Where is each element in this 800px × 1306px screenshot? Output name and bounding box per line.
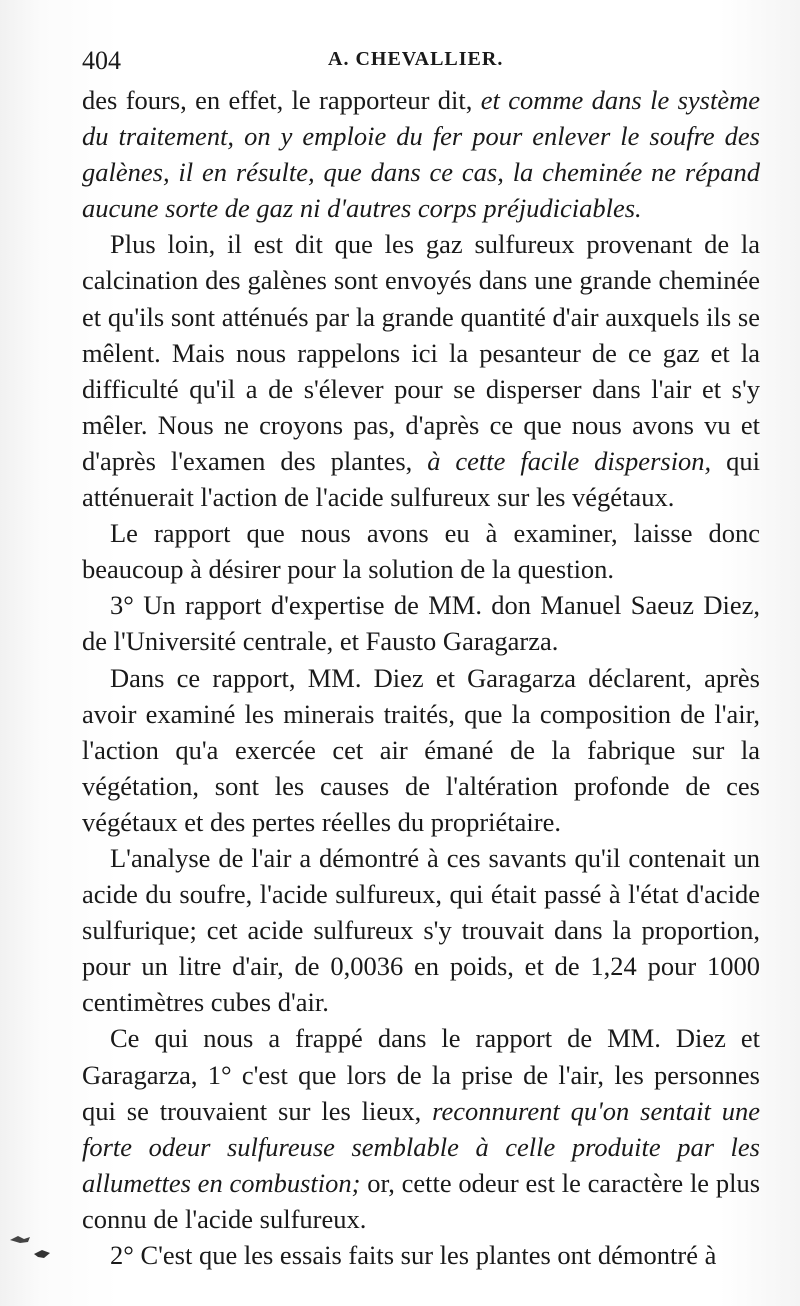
italic-run: à cette facile dispersion, (427, 445, 712, 476)
paragraph-p7 (82, 1020, 760, 1237)
italic-run: et comme dans le système du traitement, on y emploie du fer pour enlever le soufre des galènes, il en résulte, que dans ce cas, la cheminée ne répand aucune sorte de gaz ni d'autres corps préjudiciables. (82, 85, 760, 224)
text-run: Dans ce rapport, MM. Diez et Garagarza déclarent, après avoir examiné les minerais traités, que la composition de l'air, l'action qu'a exercée cet air émané de la fabrique sur la végétation, sont les causes de l'altération profonde de ces végétaux et des pertes réelles du propriétaire. (82, 662, 760, 837)
paragraph-p2 (82, 226, 760, 515)
italic-run: reconnurent qu'on sentait une forte odeur sulfureuse semblable à celle produite par les allumettes en combustion; (82, 1095, 760, 1198)
text-run: des fours, en effet, le rapporteur dit, (82, 85, 481, 115)
paragraph-p8 (82, 1237, 760, 1273)
running-head: A. CHEVALLIER. (328, 48, 504, 70)
paragraph-p6 (82, 840, 760, 1020)
paragraph-p4 (82, 587, 760, 659)
paragraph-p5 (82, 660, 760, 840)
paragraph-p3 (82, 515, 760, 587)
page-header (82, 40, 760, 82)
text-run: Le rapport que nous avons eu à examiner, laisse donc beaucoup à désirer pour la solution de la question. (82, 518, 760, 585)
page-number: 404 (82, 46, 121, 75)
text-run: Ce qui nous a frappé dans le rapport de MM. Diez et Garagarza, 1° c'est que lors de la prise de l'air, les personnes qui se trouvaient sur les lieux, (82, 1023, 760, 1126)
text-run: L'analyse de l'air a démontré à ces savants qu'il contenait un acide du soufre, l'acide sulfureux, qui était passé à l'état d'acide sulfurique; cet acide sulfureux s'y trouvait dans la proportion, pour un litre d'air, de 0,0036 en poids, et de 1,24 pour 1000 centimètres cubes d'air. (82, 842, 760, 1018)
ink-stain-icon (6, 1226, 56, 1266)
text-run: 3° Un rapport d'expertise de MM. don Manuel Saeuz Diez, de l'Université centrale, et Fausto Garagarza. (82, 590, 760, 657)
text-run: Plus loin, il est dit que les gaz sulfureux provenant de la calcination des galènes sont envoyés dans une grande cheminée et qu'ils sont atténués par la grande quantité d'air auxquels ils se mêlent. Mais nous rappelons ici la pesanteur de ce gaz et la difficulté qu'il a de s'élever pour se disperser dans l'air et s'y mêler. Nous ne croyons pas, d'après ce que nous avons vu et d'après l'examen des plantes, (82, 229, 760, 476)
text-run: or, cette odeur est le caractère le plus connu de l'acide sulfureux. (82, 1167, 761, 1234)
text-run: qui atténuerait l'action de l'acide sulfureux sur les végétaux. (82, 445, 760, 513)
body-text (82, 82, 760, 1273)
text-run: 2° C'est que les essais faits sur les plantes ont démontré à (110, 1240, 717, 1270)
paragraph-p1 (82, 82, 760, 226)
